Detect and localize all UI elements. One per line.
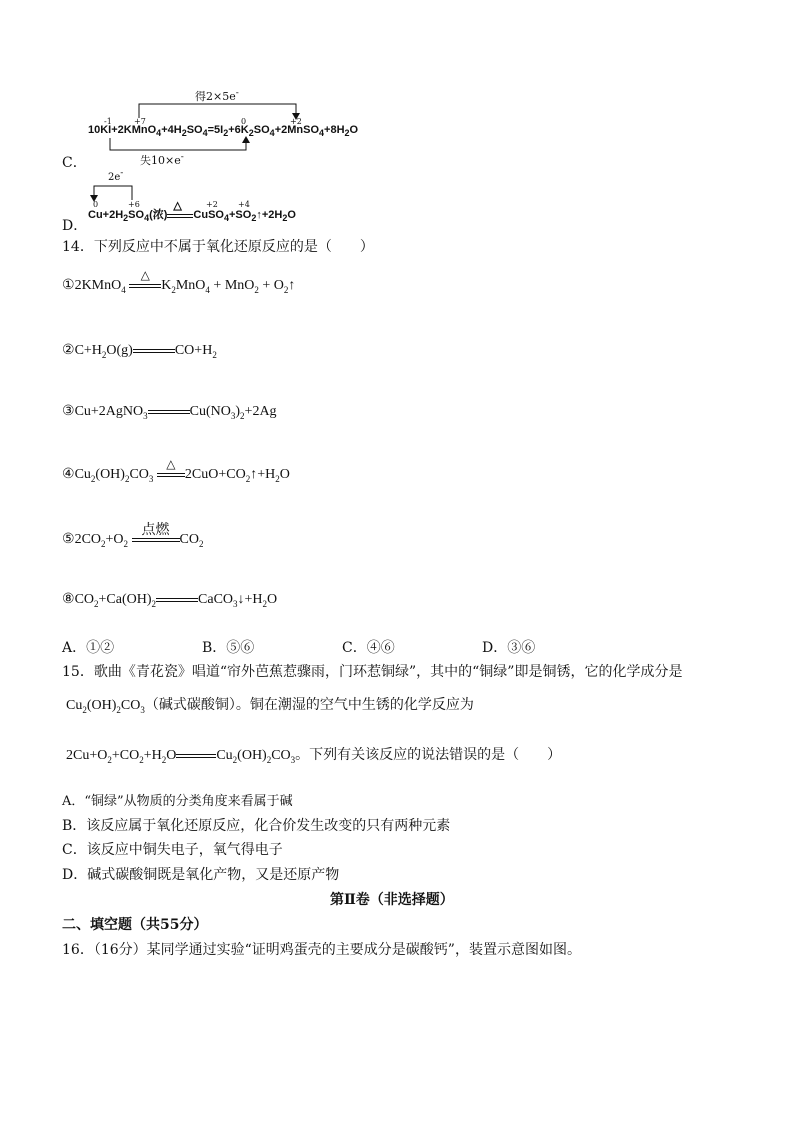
q15-option-b[interactable]: B．该反应属于氧化还原反应，化合价发生改变的只有两种元素 <box>62 818 451 834</box>
q15-option-d[interactable]: D．碱式碳酸铜既是氧化产物，又是还原产物 <box>62 867 340 883</box>
ox-state-s: +6 <box>128 200 140 209</box>
option-c-label: C． <box>62 155 87 171</box>
option-d-label: D． <box>62 218 88 234</box>
q15-stem-line2: $Cu_2(OH)_2CO_3$（碱式碳酸铜）。铜在潮湿的空气中生锈的化学反应为 <box>66 697 474 715</box>
q15-stem-line1: 15．歌曲《青花瓷》唱道“帘外芭蕉惹骤雨，门环惹铜绿”，其中的“铜绿”即是铜锈，它的化学成分是 <box>62 664 683 680</box>
transfer-electron-label: 2e- <box>108 168 124 183</box>
q15-stem-line3: $2Cu+O_2+CO_2+H_2O$ $Cu_2(OH)_2CO_3$。下列有关该反应的说法错误的是（ ） <box>66 747 562 765</box>
q16-stem: 16．（16分）某同学通过实验“证明鸡蛋壳的主要成分是碳酸钙”，装置示意图如图。 <box>62 942 581 958</box>
q14-option-d[interactable]: D．③⑥ <box>482 640 536 656</box>
ox-state-ki: -1 <box>104 117 112 126</box>
section-2-heading: 二、填空题（共55分） <box>62 917 208 933</box>
gain-electron-label: 得2×5e- <box>195 88 239 103</box>
section-2-title: 第Ⅱ卷（非选择题） <box>330 892 454 908</box>
q14-option-c[interactable]: C．④⑥ <box>342 640 395 656</box>
q14-stem: 14．下列反应中不属于氧化还原反应的是（ ） <box>62 239 374 255</box>
option-d-equation: $Cu+2H_2SO_4$(浓) △ $CuSO_4+SO_2↑+2H_2O$ <box>88 200 296 224</box>
ox-state-i2: 0 <box>241 117 247 126</box>
q15-option-c[interactable]: C．该反应中铜失电子，氧气得电子 <box>62 842 283 858</box>
ox-state-cuso4: +2 <box>206 200 218 209</box>
ox-state-cu: 0 <box>93 200 99 209</box>
q15-option-a[interactable]: A．“铜绿”从物质的分类角度来看属于碱 <box>62 794 293 809</box>
q14-reaction-3: ③Cu+2AgNO$_3$ $Cu(NO_3)_2+2Ag$ <box>62 404 277 421</box>
q14-reaction-4: $④Cu_2(OH)_2CO_3$ △ $2CuO+CO_2↑+H_2O$ <box>62 456 290 484</box>
q14-option-a[interactable]: A．①② <box>62 640 115 656</box>
q14-reaction-2: $②C+H_2O(g)$ $CO+H_2$ <box>62 343 217 360</box>
q14-reaction-5: $⑤2CO_2+O_2$ 点燃 $CO_2$ <box>62 522 204 549</box>
q14-reaction-1: ①2KMnO$_4$ △ $K_2MnO_4 + MnO_2$ + $O_2↑$ <box>62 267 296 295</box>
option-c-equation: $10KI+2KMnO_4+4H_2SO_4=5I_2+6K_2SO_4+2MnSO_4+8H_2O$ <box>88 124 359 139</box>
ox-state-mn: +7 <box>134 117 146 126</box>
loss-electron-label: 失10×e- <box>140 152 184 167</box>
ox-state-mnso4: +2 <box>290 117 302 126</box>
q14-option-b[interactable]: B．⑤⑥ <box>202 640 255 656</box>
ox-state-so2: +4 <box>238 200 250 209</box>
q14-reaction-6: $⑧CO_2+Ca(OH)_2$ $CaCO_3↓+H_2O$ <box>62 592 278 609</box>
